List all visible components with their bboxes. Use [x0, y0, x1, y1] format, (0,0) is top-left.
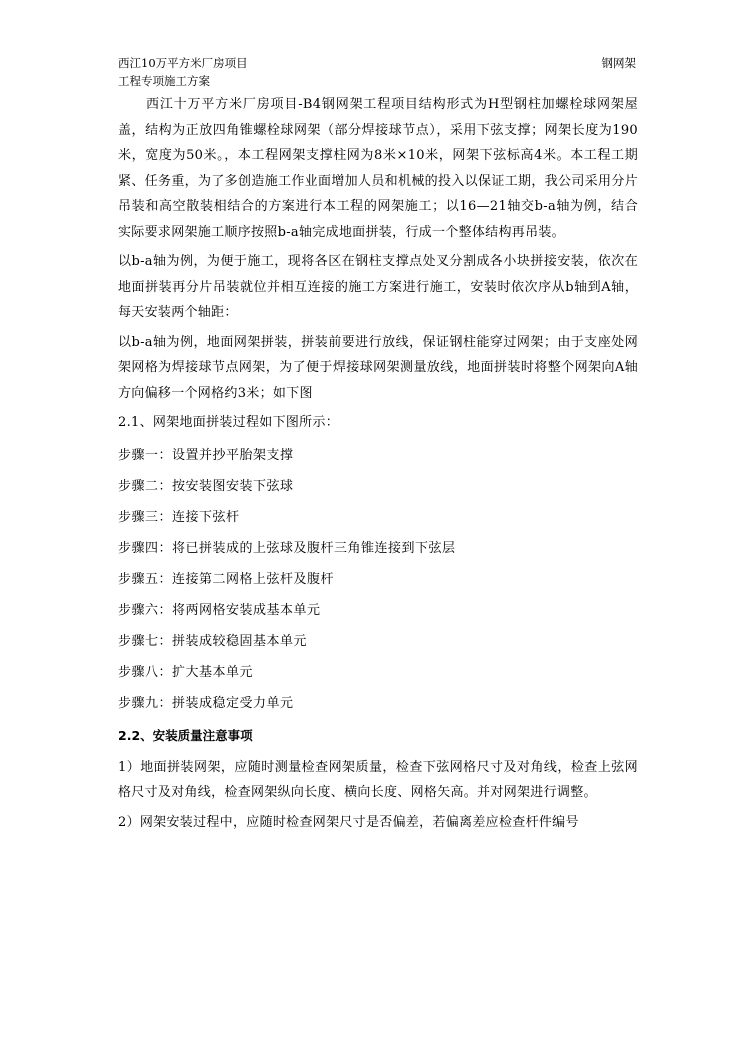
paragraph-intro: 西江十万平方米厂房项目-B4钢网架工程项目结构形式为H型钢柱加螺栓球网架屋盖，结构为正放四角锥螺栓球网架（部分焊接球节点），采用下弦支撑；网架长度为190米，宽度为50米。，本工程网架支撑柱网为8米×10米，网架下弦标高4米。本工程工期紧、任务重，为了多创造施工作业面增加人员和机械的投入以保证工期，我公司采用分片吊装和高空散装相结合的方案进行本工程的网架施工；以16—21轴交b-a轴为例，结合实际要求网架施工顺序按照b-a轴完成地面拼装，行成一个整体结构再吊装。 — [118, 97, 638, 240]
step-item: 步骤三：连接下弦杆 — [118, 509, 240, 525]
step-list — [118, 440, 638, 719]
header-document-title: 工程专项施工方案 — [118, 74, 210, 88]
header-section-label: 钢网架 — [601, 56, 636, 70]
header-project-title: 西江10万平方米厂房项目 — [118, 56, 248, 70]
step-item: 步骤一：设置并抄平胎架支撑 — [118, 447, 294, 463]
step-item: 步骤六：将两网格安装成基本单元 — [118, 602, 321, 618]
section-heading-2-2: 2.2、安装质量注意事项 — [118, 727, 253, 743]
step-item: 步骤四：将已拼装成的上弦球及腹杆三角锥连接到下弦层 — [118, 540, 456, 556]
quality-item-1: 1）地面拼装网架，应随时测量检查网架质量，检查下弦网格尺寸及对角线，检查上弦网格尺寸及对角线，检查网架纵向长度、横向长度、网格矢高。并对网架进行调整。 — [118, 759, 638, 800]
page-header — [118, 54, 636, 90]
header-row — [118, 54, 636, 72]
paragraph-ground-assembly: 以b-a轴为例，地面网架拼装，拼装前要进行放线，保证钢柱能穿过网架；由于支座处网架网格为焊接球节点网架，为了便于焊接球网架测量放线，地面拼装时将整个网架向A轴方向偏移一个网格约3米；如下图 — [118, 334, 638, 401]
paragraph-assembly-plan: 以b-a轴为例，为便于施工，现将各区在钢柱支撑点处叉分割成各小块拼接安装，依次在地面拼装再分片吊装就位并相互连接的施工方案进行施工，安装时依次序从b轴到A轴，每天安装两个轴距： — [118, 254, 638, 320]
step-item: 步骤九：拼装成稳定受力单元 — [118, 695, 294, 711]
document-body — [118, 92, 638, 835]
step-item: 步骤七：拼装成较稳固基本单元 — [118, 633, 308, 649]
step-item: 步骤八：扩大基本单元 — [118, 664, 254, 680]
quality-item-2: 2）网架安装过程中，应随时检查网架尺寸是否偏差，若偏离差应检查杆件编号 — [118, 814, 579, 830]
step-item: 步骤五：连接第二网格上弦杆及腹杆 — [118, 571, 335, 587]
paragraph-section-2-1: 2.1、网架地面拼装过程如下图所示： — [118, 415, 340, 430]
step-item: 步骤二：按安装图安装下弦球 — [118, 478, 294, 494]
